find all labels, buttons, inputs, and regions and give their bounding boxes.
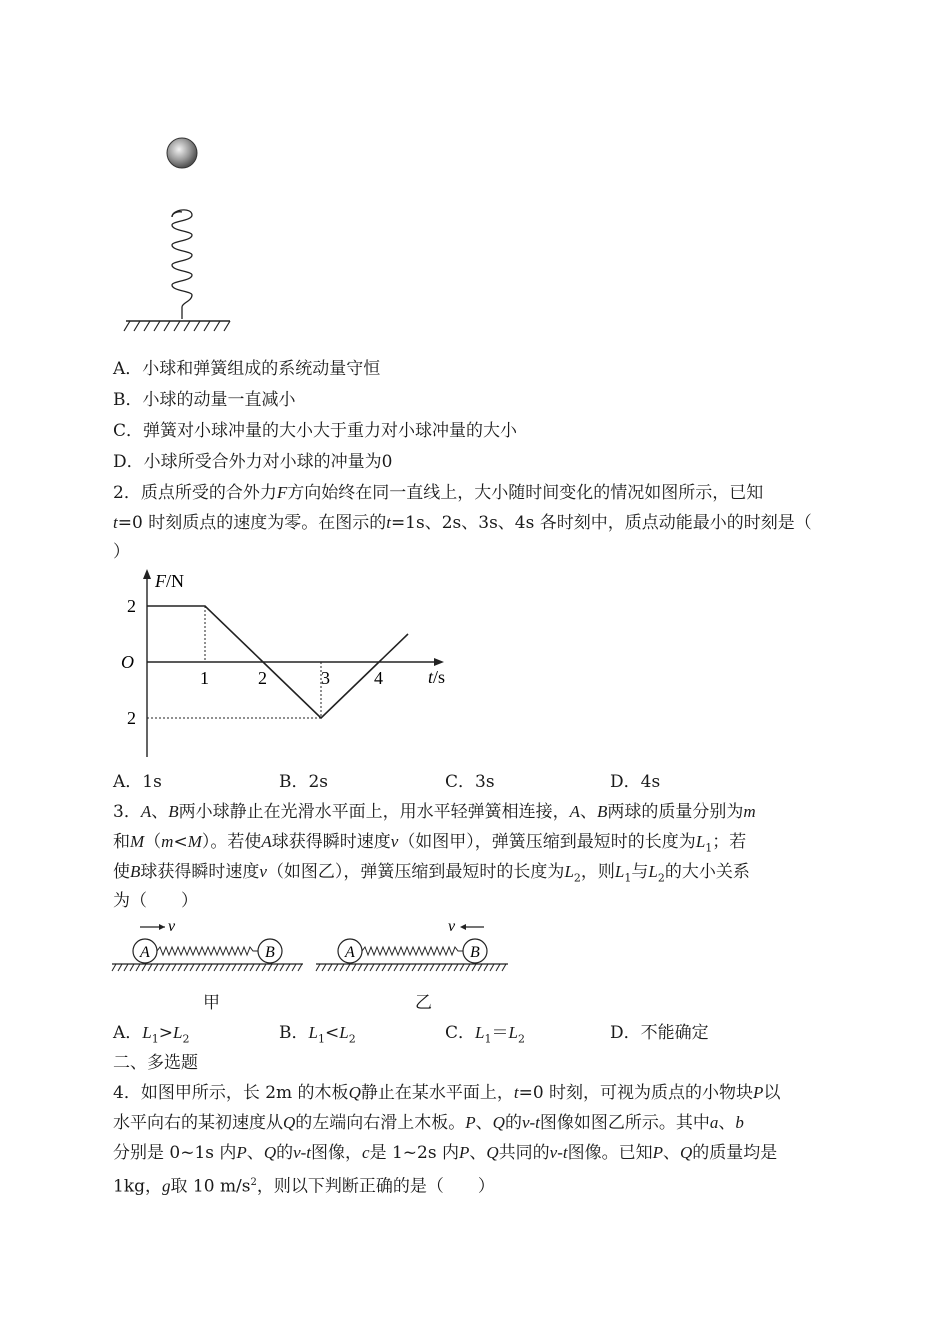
q3-stem-line3: 使B球获得瞬时速度v（如图乙），弹簧压缩到最短时的长度为$L_2$，则$L_1$与$L_2$的大小关系: [113, 862, 750, 885]
force-time-chart: [110, 565, 460, 765]
ball-b-yi-label: B: [470, 944, 480, 961]
x-axis-arrow: [434, 658, 444, 666]
y-tick-label: 2: [127, 708, 136, 728]
q3-option-a[interactable]: A．$L_1>L_2$: [113, 1023, 190, 1046]
q2-option-c[interactable]: C．3s: [445, 772, 495, 792]
section-heading-multi-choice: 二、多选题: [113, 1053, 198, 1073]
q4-stem-line3: 分别是 0~1s 内P、Q的v-t图像，c是 1~2s 内P、Q共同的v-t图像。已知P、Q的质量均是: [113, 1143, 778, 1163]
q1-option-c[interactable]: C．弹簧对小球冲量的大小大于重力对小球冲量的大小: [113, 421, 518, 441]
q1-option-a[interactable]: A．小球和弹簧组成的系统动量守恒: [113, 359, 381, 379]
q2-option-a[interactable]: A．1s: [113, 772, 162, 792]
caption-jia: 甲: [203, 993, 220, 1013]
q3-option-c[interactable]: C．$L_1=L_2$: [445, 1023, 525, 1046]
ground-hatch: [124, 321, 230, 331]
q3-option-b[interactable]: B．$L_1<L_2$: [279, 1023, 356, 1046]
q3-stem-line1: 3．A、B两小球静止在光滑水平面上，用水平轻弹簧相连接，A、B两球的质量分别为m: [113, 802, 756, 822]
x-tick-label: 3: [321, 668, 330, 688]
q4-stem-line1: 4．如图甲所示，长 2m 的木板Q静止在某水平面上，t=0 时刻，可视为质点的小物块P以: [113, 1083, 781, 1103]
origin-label: O: [121, 652, 134, 672]
ball-b-jia-label: B: [265, 944, 275, 961]
q2-stem-line2: t=0 时刻质点的速度为零。在图示的t=1s、2s、3s、4s 各时刻中，质点动能最小的时刻是（: [113, 513, 812, 533]
velocity-label-jia: v: [168, 918, 176, 935]
x-axis-label: t/s: [428, 667, 446, 687]
x-tick-label: 2: [258, 668, 267, 688]
x-tick-label: 1: [200, 668, 209, 688]
caption-yi: 乙: [415, 993, 432, 1013]
q2-stem-line3: ）: [113, 542, 130, 562]
q2-stem-line1: 2．质点所受的合外力F方向始终在同一直线上，大小随时间变化的情况如图所示，已知: [113, 483, 764, 503]
q1-option-b[interactable]: B．小球的动量一直减小: [113, 390, 296, 410]
figure-yi: [316, 918, 508, 971]
ball-a-yi-label: A: [345, 944, 355, 961]
y-tick-label: 2: [127, 596, 136, 616]
spring-yi: [362, 947, 463, 955]
ball-a-jia-label: A: [140, 944, 150, 961]
q1-option-d[interactable]: D．小球所受合外力对小球的冲量为0: [113, 452, 393, 472]
spring-coil: [172, 210, 192, 319]
q4-stem-line2: 水平向右的某初速度从Q的左端向右滑上木板。P、Q的v-t图像如图乙所示。其中a、b: [113, 1113, 744, 1133]
spring-balls-figure: [110, 915, 520, 980]
q4-stem-line4: 1kg，g取 10 $m/s^2$，则以下判断正确的是（ ）: [113, 1176, 495, 1197]
q3-stem-line4: 为（ ）: [113, 891, 198, 911]
q2-option-b[interactable]: B．2s: [279, 772, 329, 792]
q3-stem-line2: 和M（m<M）。若使A球获得瞬时速度v（如图甲），弹簧压缩到最短时的长度为$L_1$；若: [113, 832, 747, 855]
ball-spring-figure: [120, 135, 235, 335]
spring-jia: [157, 947, 258, 955]
x-tick-label: 4: [374, 668, 383, 688]
q2-option-d[interactable]: D．4s: [610, 772, 661, 792]
y-axis-label: F/N: [155, 571, 184, 591]
velocity-label-yi: v: [448, 918, 456, 935]
figure-jia: [112, 918, 303, 971]
ball: [167, 138, 197, 168]
q3-option-d[interactable]: D．不能确定: [610, 1023, 709, 1043]
y-axis-arrow: [143, 569, 151, 579]
